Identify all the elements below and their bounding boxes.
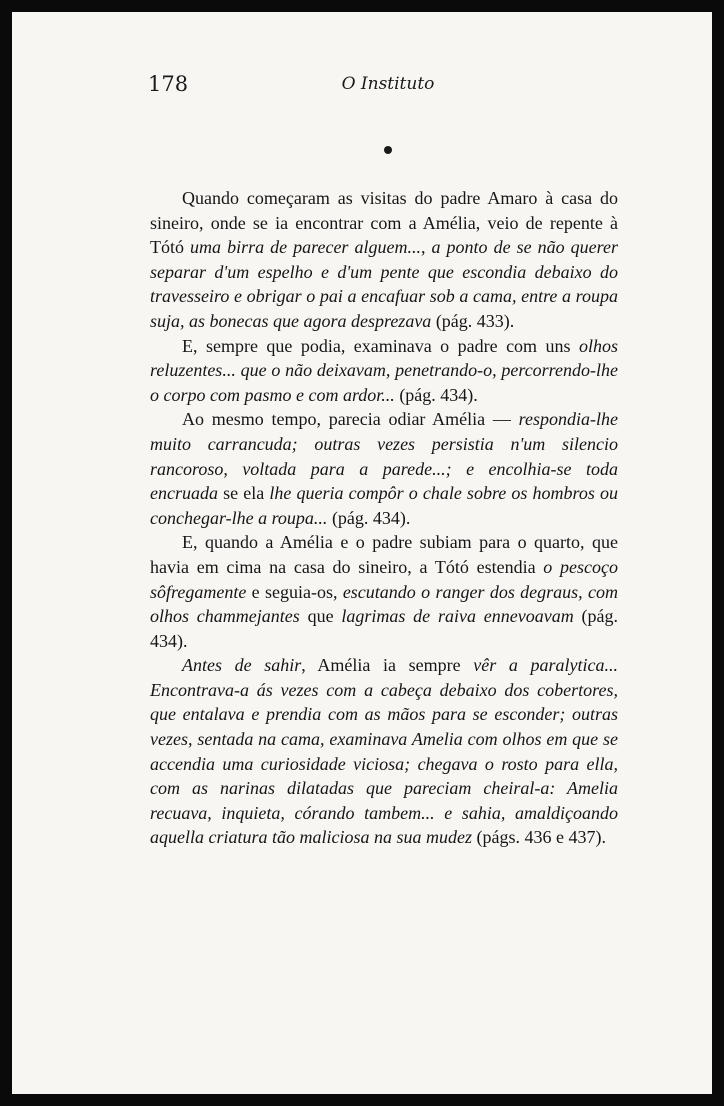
- paragraph: [150, 530, 618, 653]
- text-run: (pág. 434).: [150, 606, 618, 651]
- ornament-dot-icon: [384, 146, 392, 154]
- text-run: se ela: [217, 483, 270, 504]
- italic-quote: uma birra de parecer alguem...: [190, 237, 421, 258]
- italic-quote: a ponto de se não querer separar d'um espelho e d'um pente que escondia debaixo do travesseiro e obrigar o pai a encafuar sob a cama, entre a roupa suja, as bonecas que agora desprezava: [150, 237, 618, 331]
- paragraph: [150, 186, 618, 334]
- italic-quote: vêr a paralytica... Encontrava-a ás vezes com a cabeça debaixo dos cobertores, que entalava e prendia com as mãos para se esconder; outras vezes, sentada na cama, examinava Amelia com olhos em que se accendia uma curiosidade viciosa; chegava o rosto para ella, com as narinas dilatadas que pareciam cheiral-a: Amelia recuava, inquieta, córando tambem... e sahia, amaldiçoando aquella criatura tão maliciosa na sua mudez: [150, 655, 618, 848]
- text-run: E, quando a Amélia e o padre subiam para o quarto, que havia em cima na casa do sineiro, a Tótó estendia: [150, 532, 618, 577]
- book-page: [12, 12, 712, 1094]
- text-run: que: [299, 606, 342, 627]
- journal-title: O Instituto: [341, 74, 435, 94]
- text-run: , Amélia ia sempre: [301, 655, 474, 676]
- text-run: Quando começaram as visitas do padre Amaro à casa do sineiro, onde se ia encontrar com a Amélia, veio de repente à Tótó: [150, 188, 618, 258]
- italic-quote: o pescoço sôfregamente: [150, 556, 618, 602]
- paragraph: [150, 407, 618, 530]
- italic-quote: Antes de sahir: [182, 655, 302, 676]
- page-number: 178: [148, 72, 189, 96]
- text-run: (pág. 434).: [327, 507, 411, 528]
- text-run: (pág. 434).: [394, 384, 478, 405]
- italic-quote: respondia-lhe muito carrancuda; outras vezes persistia n'um silencio rancoroso, voltada para a parede...; e encolhia-se toda encruada: [150, 409, 618, 504]
- italic-quote: olhos reluzentes... que o não deixavam, penetrando-o, percorrendo-lhe o corpo com pasmo e com ardor...: [150, 335, 618, 405]
- text-run: e seguia-os,: [246, 581, 343, 602]
- paragraph: [150, 334, 618, 408]
- paragraph: [150, 653, 618, 850]
- italic-quote: lhe queria compôr o chale sobre os hombros ou conchegar-lhe a roupa...: [150, 483, 618, 528]
- running-head: [148, 72, 628, 102]
- italic-quote: lagrimas de raiva ennevoavam: [341, 606, 574, 627]
- text-run: (pág. 433).: [431, 310, 515, 331]
- text-run: (págs. 436 e 437).: [472, 827, 606, 848]
- text-run: ,: [420, 237, 432, 258]
- text-run: Ao mesmo tempo, parecia odiar Amélia —: [182, 409, 519, 430]
- body-text: [150, 186, 618, 850]
- text-run: E, sempre que podia, examinava o padre com uns: [182, 335, 579, 356]
- italic-quote: escutando o ranger dos degraus, com olhos chammejantes: [150, 581, 618, 627]
